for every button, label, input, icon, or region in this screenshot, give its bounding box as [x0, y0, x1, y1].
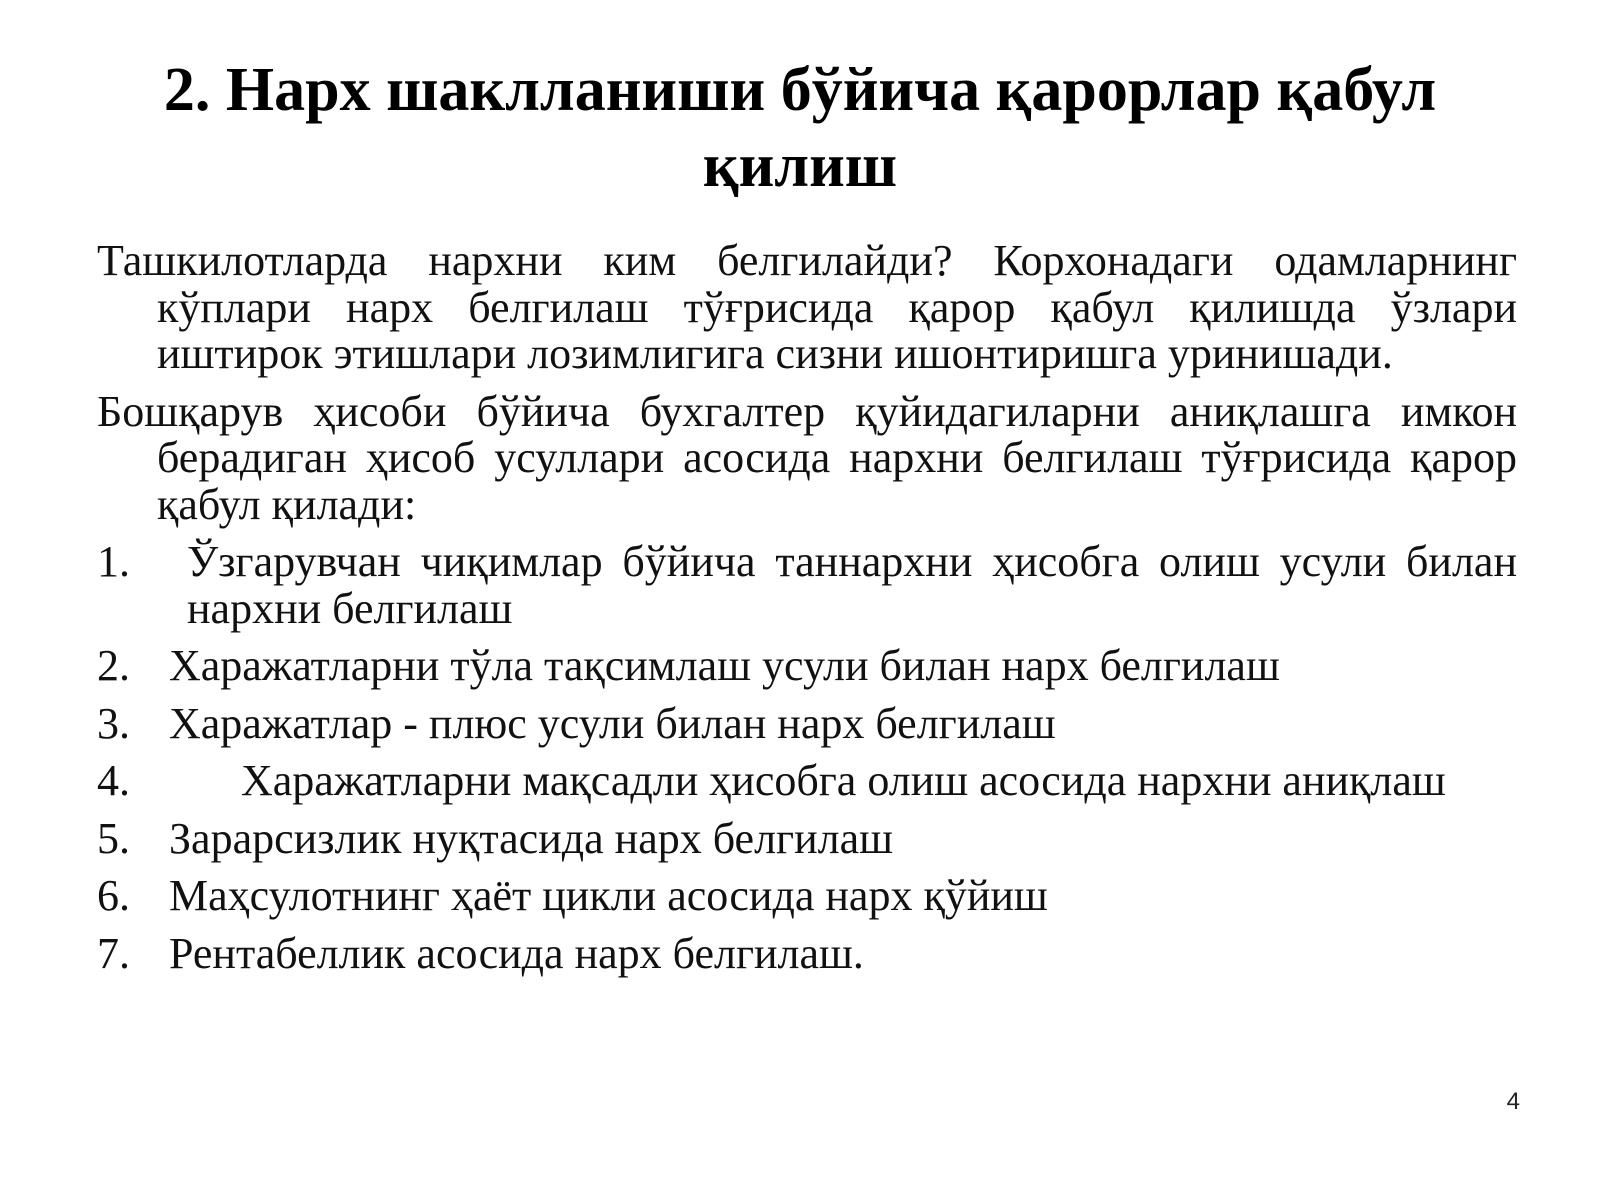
page-number: 4: [1506, 1088, 1520, 1115]
list-item-number: 3.: [97, 698, 130, 748]
slide-title: 2. Нарх шаклланиши бўйича қарорлар қабул қилиш: [163, 56, 1437, 200]
pricing-methods-list: [97, 539, 1517, 977]
list-item-text: Харажатлар - плюс усули билан нарх белгилаш: [169, 698, 1056, 748]
list-item-number: 6.: [97, 871, 130, 920]
paragraph-intro: Ташкилотларда нархни ким белгилайди? Корхонадаги одамларнинг кўплари нарх белгилаш тўғрисида қарор қабул қилишда ўзлари иштирок этишлари лозимлигига сизни ишонтиришга уринишади.: [97, 236, 1517, 378]
list-item-number: 4.: [97, 756, 130, 805]
list-item: [97, 539, 1517, 632]
list-item: [97, 758, 1517, 805]
list-item: [97, 643, 1517, 690]
slide-body: [97, 238, 1517, 988]
list-item-number: 5.: [97, 813, 130, 863]
list-item-text: Зарарсизлик нуқтасида нарх белгилаш: [169, 813, 893, 863]
list-item: [97, 873, 1517, 920]
paragraph-accountant: Бошқарув ҳисоби бўйича бухгалтер қуйидагиларни аниқлашга имкон берадиган ҳисоб усуллари асосида нархни белгилаш тўғрисида қарор қабул қилади:: [97, 386, 1517, 529]
list-item-text: Харажатларни тўла тақсимлаш усули билан нарх белгилаш: [169, 641, 1280, 690]
list-item: [97, 698, 1517, 748]
list-item-text: Ўзгарувчан чиқимлар бўйича таннархни ҳисобга олиш усули билан нархни белгилаш: [187, 537, 1517, 633]
list-item: [97, 813, 1517, 863]
list-item-text: Рентабеллик асосида нарх белгилаш.: [169, 928, 864, 978]
list-item-text: Маҳсулотнинг ҳаёт цикли асосида нарх қўйиш: [169, 871, 1048, 920]
list-item-text: Харажатларни мақсадли ҳисобга олиш асосида нархни аниқлаш: [241, 756, 1446, 805]
list-item-number: 2.: [97, 641, 130, 690]
list-item-number: 7.: [97, 928, 130, 978]
list-item-number: 1.: [97, 537, 130, 586]
list-item: [97, 928, 1517, 978]
